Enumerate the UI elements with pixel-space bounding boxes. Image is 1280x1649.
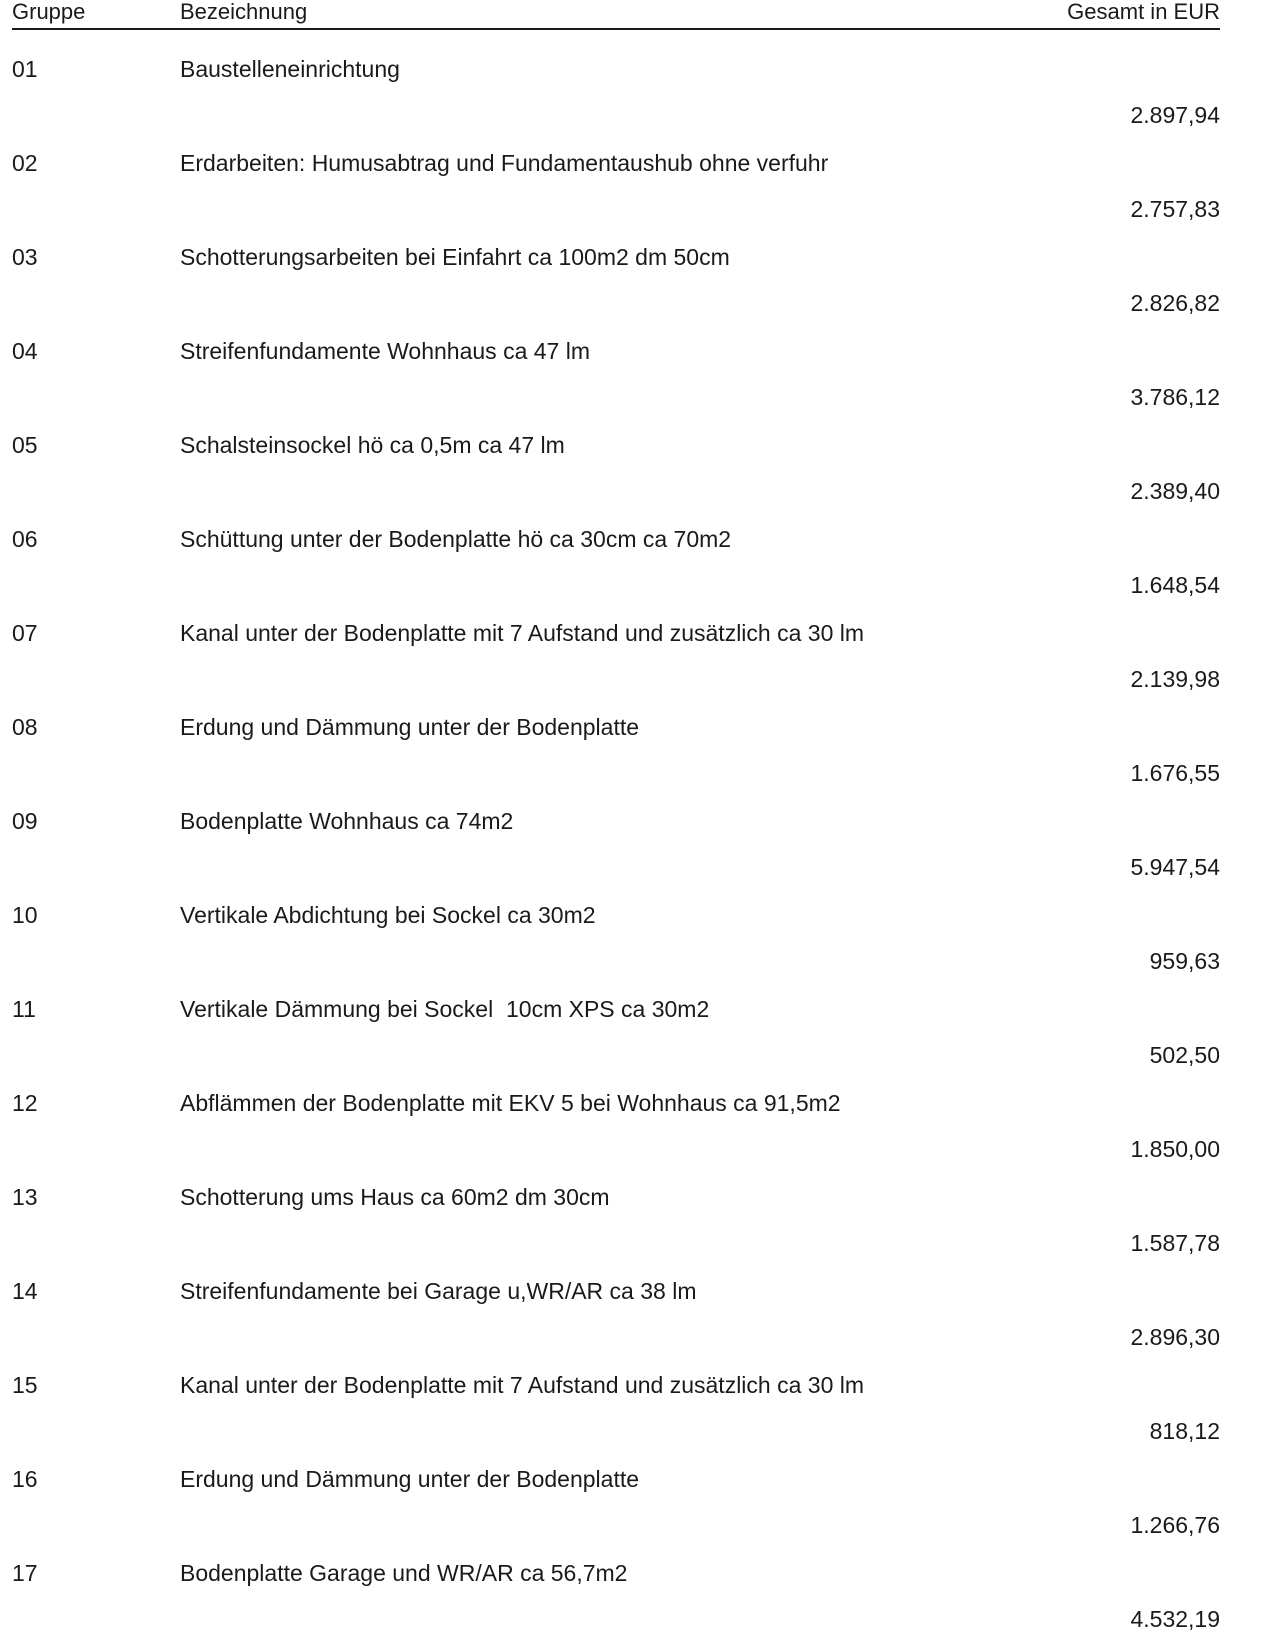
row-bezeichnung: Erdarbeiten: Humusabtrag und Fundamentaushub ohne verfuhr — [180, 150, 829, 176]
row-gruppe: 06 — [12, 526, 38, 552]
header-gruppe: Gruppe — [12, 0, 86, 24]
row-betrag: 818,12 — [1149, 1418, 1220, 1444]
row-bezeichnung: Baustelleneinrichtung — [180, 56, 400, 82]
row-bezeichnung: Bodenplatte Garage und WR/AR ca 56,7m2 — [180, 1560, 628, 1586]
row-gruppe: 16 — [12, 1466, 38, 1492]
row-betrag: 2.389,40 — [1130, 478, 1220, 504]
row-betrag: 4.532,19 — [1130, 1606, 1220, 1632]
row-bezeichnung: Streifenfundamente Wohnhaus ca 47 lm — [180, 338, 590, 364]
row-bezeichnung: Schotterungsarbeiten bei Einfahrt ca 100m2 dm 50cm — [180, 244, 730, 270]
row-gruppe: 15 — [12, 1372, 38, 1398]
row-gruppe: 17 — [12, 1560, 38, 1586]
row-betrag: 2.897,94 — [1130, 102, 1220, 128]
row-bezeichnung: Schüttung unter der Bodenplatte hö ca 30cm ca 70m2 — [180, 526, 732, 552]
table-row — [12, 500, 1220, 598]
row-bezeichnung: Streifenfundamente bei Garage u,WR/AR ca 38 lm — [180, 1278, 697, 1304]
row-bezeichnung: Schalsteinsockel hö ca 0,5m ca 47 lm — [180, 432, 565, 458]
row-gruppe: 09 — [12, 808, 38, 834]
table-header — [12, 0, 1220, 30]
row-bezeichnung: Schotterung ums Haus ca 60m2 dm 30cm — [180, 1184, 610, 1210]
table-row — [12, 1346, 1220, 1444]
row-betrag: 1.850,00 — [1130, 1136, 1220, 1162]
row-gruppe: 13 — [12, 1184, 38, 1210]
row-bezeichnung: Kanal unter der Bodenplatte mit 7 Aufstand und zusätzlich ca 30 lm — [180, 620, 865, 646]
cost-table — [12, 0, 1220, 1632]
table-row — [12, 1252, 1220, 1350]
row-gruppe: 01 — [12, 56, 38, 82]
row-gruppe: 11 — [12, 996, 36, 1022]
table-row — [12, 124, 1220, 222]
table-row — [12, 218, 1220, 316]
table-row — [12, 1158, 1220, 1256]
row-betrag: 5.947,54 — [1130, 854, 1220, 880]
row-gruppe: 14 — [12, 1278, 38, 1304]
row-bezeichnung: Vertikale Abdichtung bei Sockel ca 30m2 — [180, 902, 596, 928]
row-bezeichnung: Abflämmen der Bodenplatte mit EKV 5 bei Wohnhaus ca 91,5m2 — [180, 1090, 841, 1116]
row-bezeichnung: Vertikale Dämmung bei Sockel 10cm XPS ca 30m2 — [180, 996, 710, 1022]
row-gruppe: 08 — [12, 714, 38, 740]
row-betrag: 3.786,12 — [1130, 384, 1220, 410]
row-gruppe: 03 — [12, 244, 38, 270]
row-betrag: 1.266,76 — [1130, 1512, 1220, 1538]
row-gruppe: 07 — [12, 620, 38, 646]
row-gruppe: 05 — [12, 432, 38, 458]
table-row — [12, 1064, 1220, 1162]
row-gruppe: 04 — [12, 338, 38, 364]
row-betrag: 1.587,78 — [1130, 1230, 1220, 1256]
table-row — [12, 782, 1220, 880]
row-betrag: 2.826,82 — [1130, 290, 1220, 316]
table-row — [12, 406, 1220, 504]
row-betrag: 2.757,83 — [1130, 196, 1220, 222]
row-gruppe: 12 — [12, 1090, 38, 1116]
table-row — [12, 30, 1220, 128]
row-bezeichnung: Erdung und Dämmung unter der Bodenplatte — [180, 714, 640, 740]
row-betrag: 959,63 — [1149, 948, 1220, 974]
table-row — [12, 312, 1220, 410]
header-gesamt: Gesamt in EUR — [1067, 0, 1220, 24]
table-row — [12, 970, 1220, 1068]
table-row — [12, 594, 1220, 692]
table-row — [12, 688, 1220, 786]
row-gruppe: 02 — [12, 150, 38, 176]
row-betrag: 2.896,30 — [1130, 1324, 1220, 1350]
table-row — [12, 1534, 1220, 1632]
row-betrag: 1.676,55 — [1130, 760, 1220, 786]
row-bezeichnung: Bodenplatte Wohnhaus ca 74m2 — [180, 808, 514, 834]
table-row — [12, 876, 1220, 974]
table-body — [12, 30, 1220, 1632]
header-bezeichnung: Bezeichnung — [180, 0, 308, 24]
row-betrag: 502,50 — [1149, 1042, 1220, 1068]
row-betrag: 2.139,98 — [1130, 666, 1220, 692]
row-bezeichnung: Kanal unter der Bodenplatte mit 7 Aufstand und zusätzlich ca 30 lm — [180, 1372, 865, 1398]
table-row — [12, 1440, 1220, 1538]
row-gruppe: 10 — [12, 902, 38, 928]
row-betrag: 1.648,54 — [1130, 572, 1220, 598]
row-bezeichnung: Erdung und Dämmung unter der Bodenplatte — [180, 1466, 640, 1492]
